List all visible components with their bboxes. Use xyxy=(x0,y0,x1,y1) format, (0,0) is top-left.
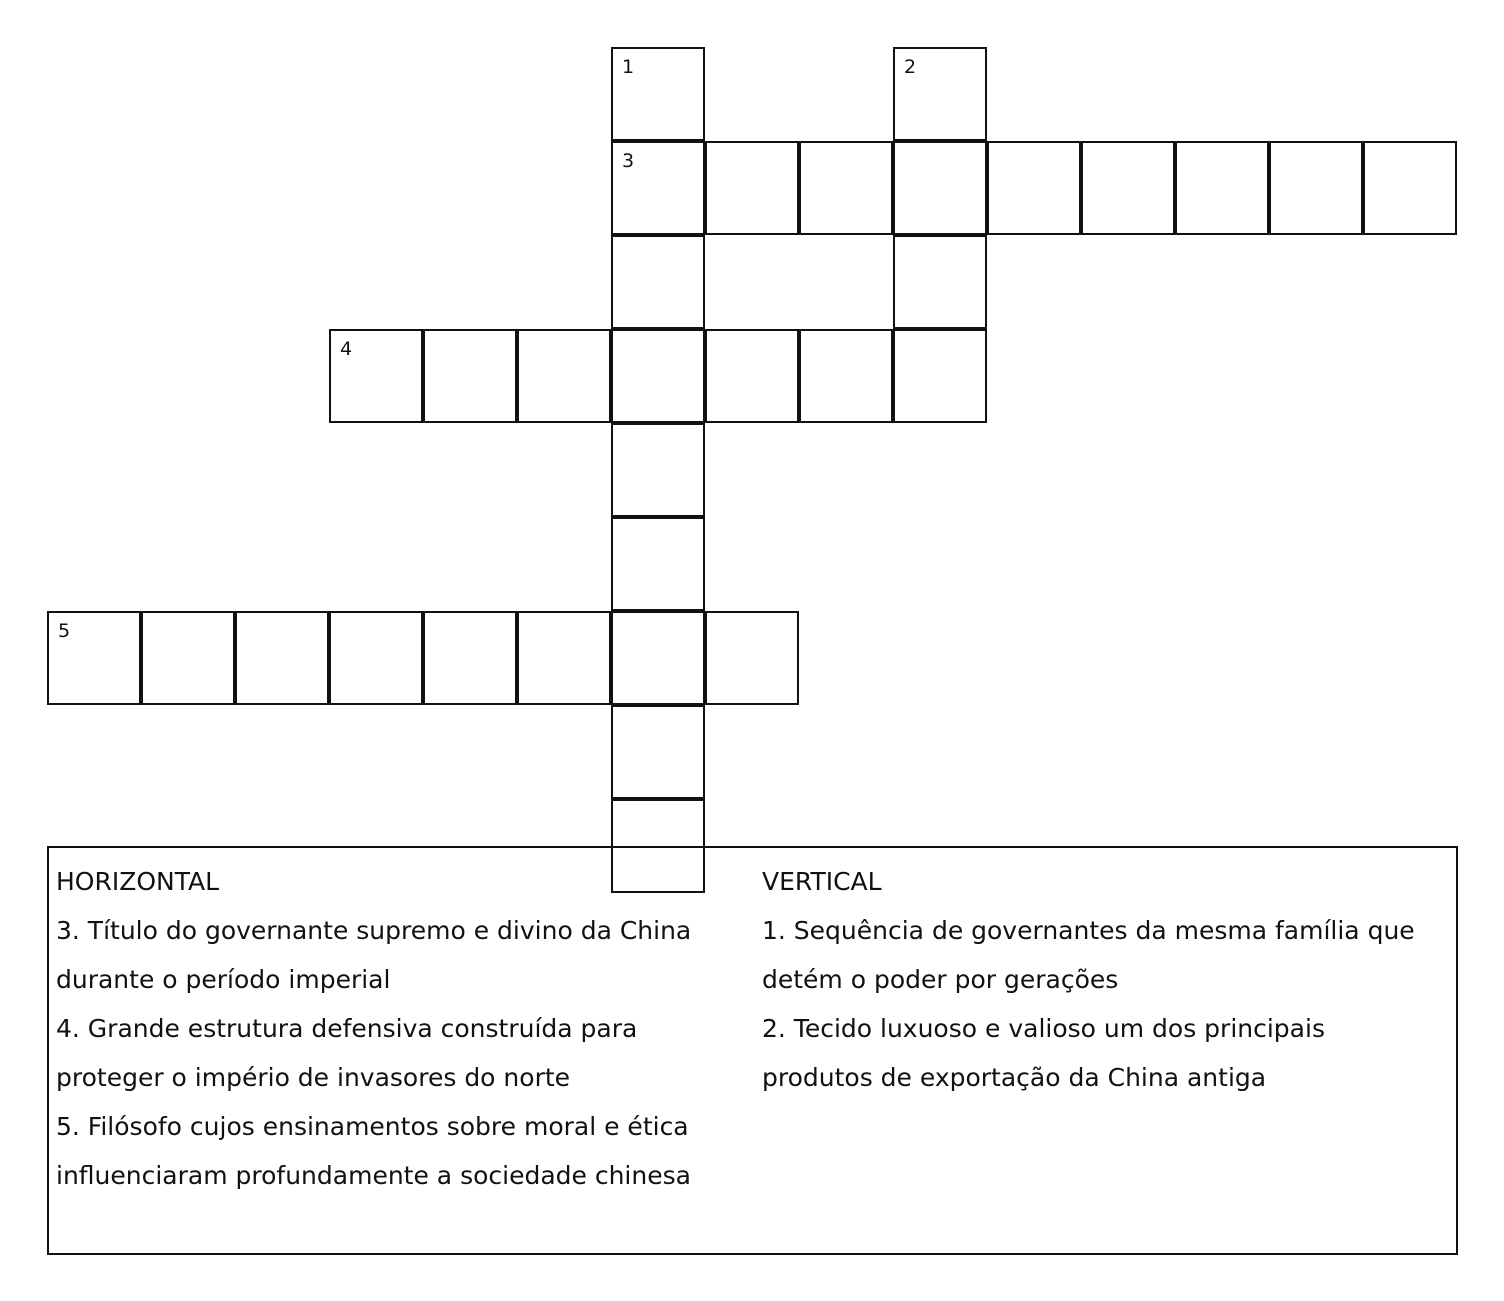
grid-cell[interactable] xyxy=(1363,141,1457,235)
grid-cell[interactable] xyxy=(423,329,517,423)
grid-cell[interactable] xyxy=(611,141,705,235)
grid-cell[interactable] xyxy=(1081,141,1175,235)
grid-cell[interactable] xyxy=(893,47,987,141)
clue-line: durante o período imperial xyxy=(56,965,391,994)
grid-cell[interactable] xyxy=(235,611,329,705)
clue-line: 5. Filósofo cujos ensinamentos sobre moral e ética xyxy=(56,1112,689,1141)
grid-cell[interactable] xyxy=(611,235,705,329)
horizontal-heading: HORIZONTAL xyxy=(56,867,220,896)
clue-line: 1. Sequência de governantes da mesma família que xyxy=(762,916,1415,945)
grid-cell[interactable] xyxy=(705,611,799,705)
grid-cell[interactable] xyxy=(705,329,799,423)
clue-line: 4. Grande estrutura defensiva construída para xyxy=(56,1014,638,1043)
cell-number: 2 xyxy=(904,56,917,78)
clues-box xyxy=(47,846,1458,1255)
clue-line: 2. Tecido luxuoso e valioso um dos principais xyxy=(762,1014,1325,1043)
clue-line: 3. Título do governante supremo e divino da China xyxy=(56,916,692,945)
grid-cell[interactable] xyxy=(517,611,611,705)
grid-cell[interactable] xyxy=(1269,141,1363,235)
grid-cell[interactable] xyxy=(423,611,517,705)
grid-cell[interactable] xyxy=(47,611,141,705)
grid-cell[interactable] xyxy=(611,329,705,423)
cell-number: 1 xyxy=(622,56,635,78)
cell-number: 3 xyxy=(622,150,635,172)
grid-cell[interactable] xyxy=(987,141,1081,235)
grid-cell[interactable] xyxy=(893,235,987,329)
horizontal-clues xyxy=(56,857,746,1200)
grid-cell[interactable] xyxy=(799,141,893,235)
grid-cell[interactable] xyxy=(893,329,987,423)
clue-line: detém o poder por gerações xyxy=(762,965,1119,994)
grid-cell[interactable] xyxy=(705,141,799,235)
cell-number: 4 xyxy=(340,338,353,360)
grid-cell[interactable] xyxy=(611,47,705,141)
grid-cell[interactable] xyxy=(141,611,235,705)
clue-line: produtos de exportação da China antiga xyxy=(762,1063,1267,1092)
grid-cell[interactable] xyxy=(611,423,705,517)
grid-cell[interactable] xyxy=(611,705,705,799)
grid-cell[interactable] xyxy=(611,611,705,705)
grid-cell[interactable] xyxy=(611,517,705,611)
grid-cell[interactable] xyxy=(799,329,893,423)
grid-cell[interactable] xyxy=(517,329,611,423)
vertical-clues xyxy=(762,857,1452,1102)
clue-line: proteger o império de invasores do norte xyxy=(56,1063,571,1092)
vertical-heading: VERTICAL xyxy=(762,867,882,896)
grid-cell[interactable] xyxy=(329,329,423,423)
grid-cell[interactable] xyxy=(329,611,423,705)
grid-cell[interactable] xyxy=(893,141,987,235)
cell-number: 5 xyxy=(58,620,71,642)
grid-cell[interactable] xyxy=(1175,141,1269,235)
clue-line: influenciaram profundamente a sociedade chinesa xyxy=(56,1161,691,1190)
